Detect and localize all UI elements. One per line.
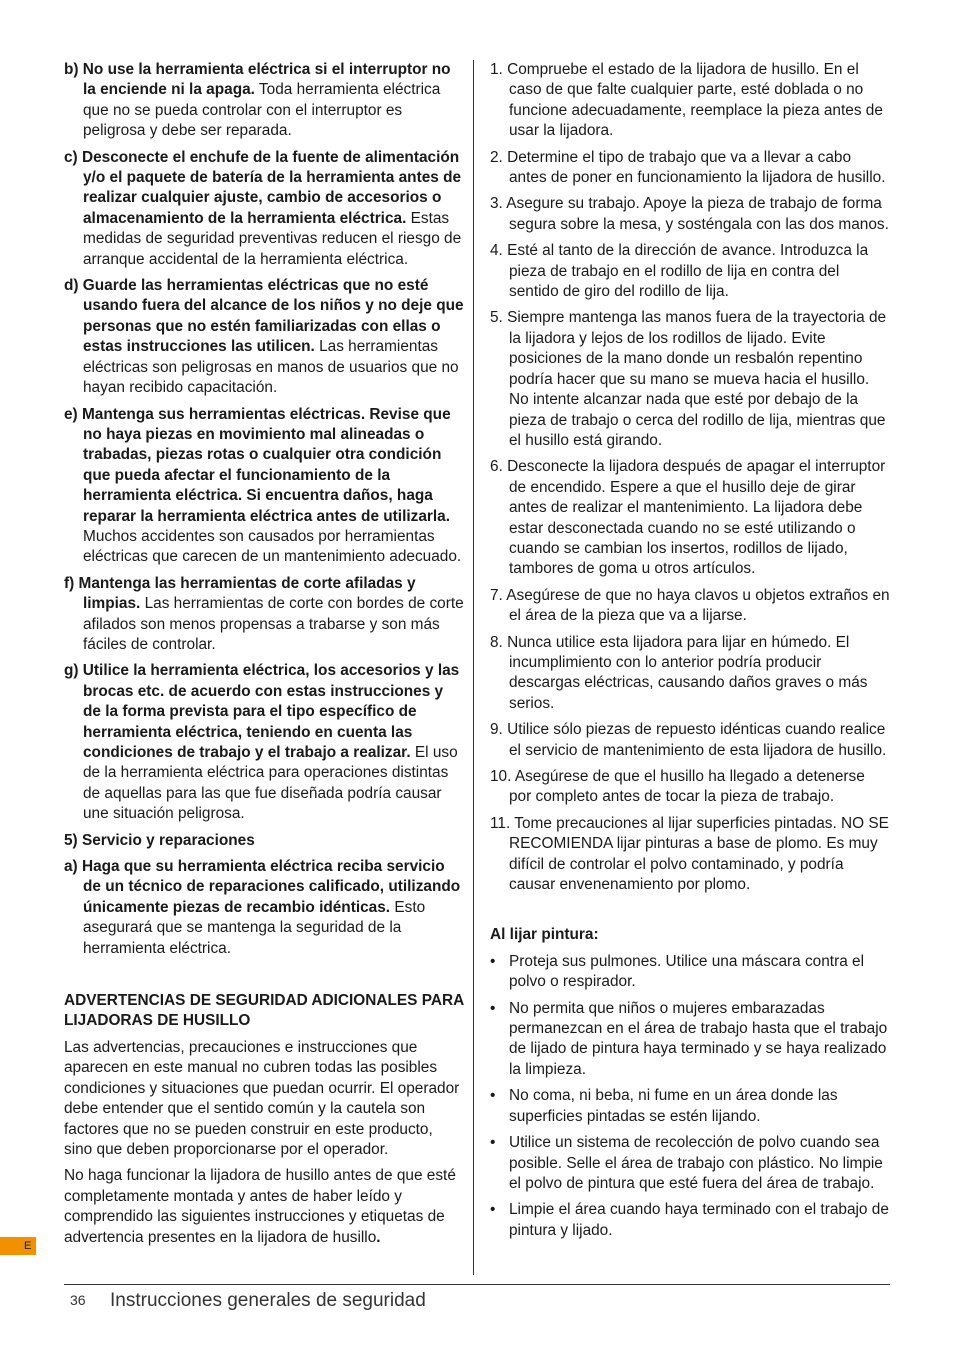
right-column <box>490 60 890 1247</box>
numbered-item: 7. Asegúrese de que no haya clavos u objetos extraños en el área de la pieza que va a lijarse. <box>490 586 890 625</box>
bullet-icon: • <box>490 999 496 1017</box>
numbered-item: 1. Compruebe el estado de la lijadora de husillo. En el caso de que falte cualquier parte, esté doblada o no funcione adecuadamente, reemplace la pieza antes de usar la lijadora. <box>490 61 883 140</box>
numbered-item: 2. Determine el tipo de trabajo que va a llevar a cabo antes de poner en funcionamiento la lijadora de husillo. <box>490 148 886 187</box>
footer-title: Instrucciones generales de seguridad <box>110 1290 426 1311</box>
footer-divider <box>64 1284 890 1285</box>
paint-heading: Al lijar pintura: <box>490 926 599 944</box>
item-f: f) Mantenga las herramientas de corte afiladas y limpias. Las herramientas de corte con bordes de corte afilados son menos propensas a trabarse y son más fáciles de controlar. <box>64 574 464 653</box>
section-heading-additional: ADVERTENCIAS DE SEGURIDAD ADICIONALES PARA LIJADORAS DE HUSILLO <box>64 992 464 1030</box>
section-heading-service: 5) Servicio y reparaciones <box>64 831 255 849</box>
bullet-item: • No permita que niños o mujeres embarazadas permanezcan en el área de trabajo hasta que el trabajo de lijado de pintura haya terminado y se haya realizado la limpieza. <box>490 999 888 1078</box>
numbered-item: 4. Esté al tanto de la dirección de avance. Introduzca la pieza de trabajo en el rodillo de lija en contra del sentido de giro del rodillo de lija. <box>490 242 869 301</box>
bullet-icon: • <box>490 1134 496 1152</box>
paragraph-operate: No haga funcionar la lijadora de husillo antes de que esté completamente montada y antes de haber leído y comprendido las siguientes instrucciones y etiquetas de advertencia presentes en la lijadora de husillo. <box>64 1167 456 1246</box>
language-tab: E <box>0 1237 36 1255</box>
page-number: 36 <box>70 1292 86 1308</box>
numbered-item: 5. Siempre mantenga las manos fuera de la trayectoria de la lijadora y lejos de los rodillos de lijado. Evite posiciones de la mano donde un resbalón repentino podría hacer que su mano se mueva hacia el husillo. No intente alcanzar nada que esté por debajo de la pieza de trabajo o cerca del rodillo de lija, mientras que el husillo está girando. <box>490 309 887 449</box>
bullet-icon: • <box>490 952 496 970</box>
bullet-item: • Limpie el área cuando haya terminado con el trabajo de pintura y lijado. <box>490 1201 889 1239</box>
bullet-item: • Proteja sus pulmones. Utilice una máscara contra el polvo o respirador. <box>490 952 865 991</box>
item-c: c) Desconecte el enchufe de la fuente de alimentación y/o el paquete de batería de la herramienta antes de realizar cualquier ajuste, cambio de accesorios o almacenamiento de la herramienta eléctrica. Estas medidas de seguridad preventivas reducen el riesgo de arranque accidental de la herramienta eléctrica. <box>64 148 462 268</box>
item-b: b) No use la herramienta eléctrica si el interruptor no la enciende ni la apaga. Toda herramienta eléctrica que no se pueda controlar con el interruptor es peligrosa y debe ser reparada. <box>64 61 451 140</box>
numbered-item: 11. Tome precauciones al lijar superficies pintadas. NO SE RECOMIENDA lijar pinturas a base de plomo. Es muy difícil de controlar el polvo contaminado, y podría causar envenenamiento por plomo. <box>490 814 889 894</box>
item-d: d) Guarde las herramientas eléctricas que no esté usando fuera del alcance de los niños y no deje que personas que no estén familiarizadas con ellas o estas instrucciones las utilicen. Las herramientas eléctricas son peligrosas en manos de usuarios que no hayan recibido capacitación. <box>64 277 464 397</box>
bullet-item: • No coma, ni beba, ni fume en un área donde las superficies pintadas se estén lijando. <box>490 1087 838 1125</box>
bullet-icon: • <box>490 1201 496 1219</box>
column-divider <box>473 60 474 1275</box>
numbered-item: 3. Asegure su trabajo. Apoye la pieza de trabajo de forma segura sobre la mesa, y sosténgala con las dos manos. <box>490 195 889 233</box>
left-column <box>64 60 464 1254</box>
numbered-item: 10. Asegúrese de que el husillo ha llegado a detenerse por completo antes de tocar la pieza de trabajo. <box>490 768 865 806</box>
item-e: e) Mantenga sus herramientas eléctricas. Revise que no haya piezas en movimiento mal alineadas o trabadas, piezas rotas o cualquier otra condición que pueda afectar el funcionamiento de la herramienta eléctrica. Si encuentra daños, haga reparar la herramienta eléctrica antes de utilizarla. Muchos accidentes son causados por herramientas eléctricas que carecen de un mantenimiento adecuado. <box>64 405 462 566</box>
bullet-item: • Utilice un sistema de recolección de polvo cuando sea posible. Selle el área de trabajo con plástico. No limpie el polvo de pintura que esté fuera del área de trabajo. <box>490 1134 883 1192</box>
paragraph-intro: Las advertencias, precauciones e instrucciones que aparecen en este manual no cubren todas las posibles condiciones y situaciones que puedan ocurrir. El operador debe entender que el sentido común y la cautela son factores que no se pueden construir en este producto, sino que deben proporcionarse por el operador. <box>64 1038 460 1158</box>
item-g: g) Utilice la herramienta eléctrica, los accesorios y las brocas etc. de acuerdo con estas instrucciones y de la forma prevista para el tipo específico de herramienta eléctrica, teniendo en cuenta las condiciones de trabajo y el trabajo a realizar. El uso de la herramienta eléctrica para operaciones distintas de aquellas para las que fue diseñada podría causar une situación peligrosa. <box>64 662 460 823</box>
bullet-icon: • <box>490 1087 496 1105</box>
item-a: a) Haga que su herramienta eléctrica reciba servicio de un técnico de reparaciones calificado, utilizando únicamente piezas de recambio idénticas. Esto asegurará que se mantenga la seguridad de la herramienta eléctrica. <box>64 858 461 957</box>
numbered-item: 6. Desconecte la lijadora después de apagar el interruptor de encendido. Espere a que el husillo deje de girar antes de realizar el mantenimiento. La lijadora debe estar desconectada cuando no se esté utilizando o cuando se cambian los insertos, rodillos de lijado, tambores de goma u otros artículos. <box>490 458 886 578</box>
numbered-item: 8. Nunca utilice esta lijadora para lijar en húmedo. El incumplimiento con lo anterior podría producir descargas eléctricas, causando daños graves o más serios. <box>490 633 868 712</box>
numbered-item: 9. Utilice sólo piezas de repuesto idénticas cuando realice el servicio de mantenimiento de esta lijadora de husillo. <box>490 721 887 759</box>
